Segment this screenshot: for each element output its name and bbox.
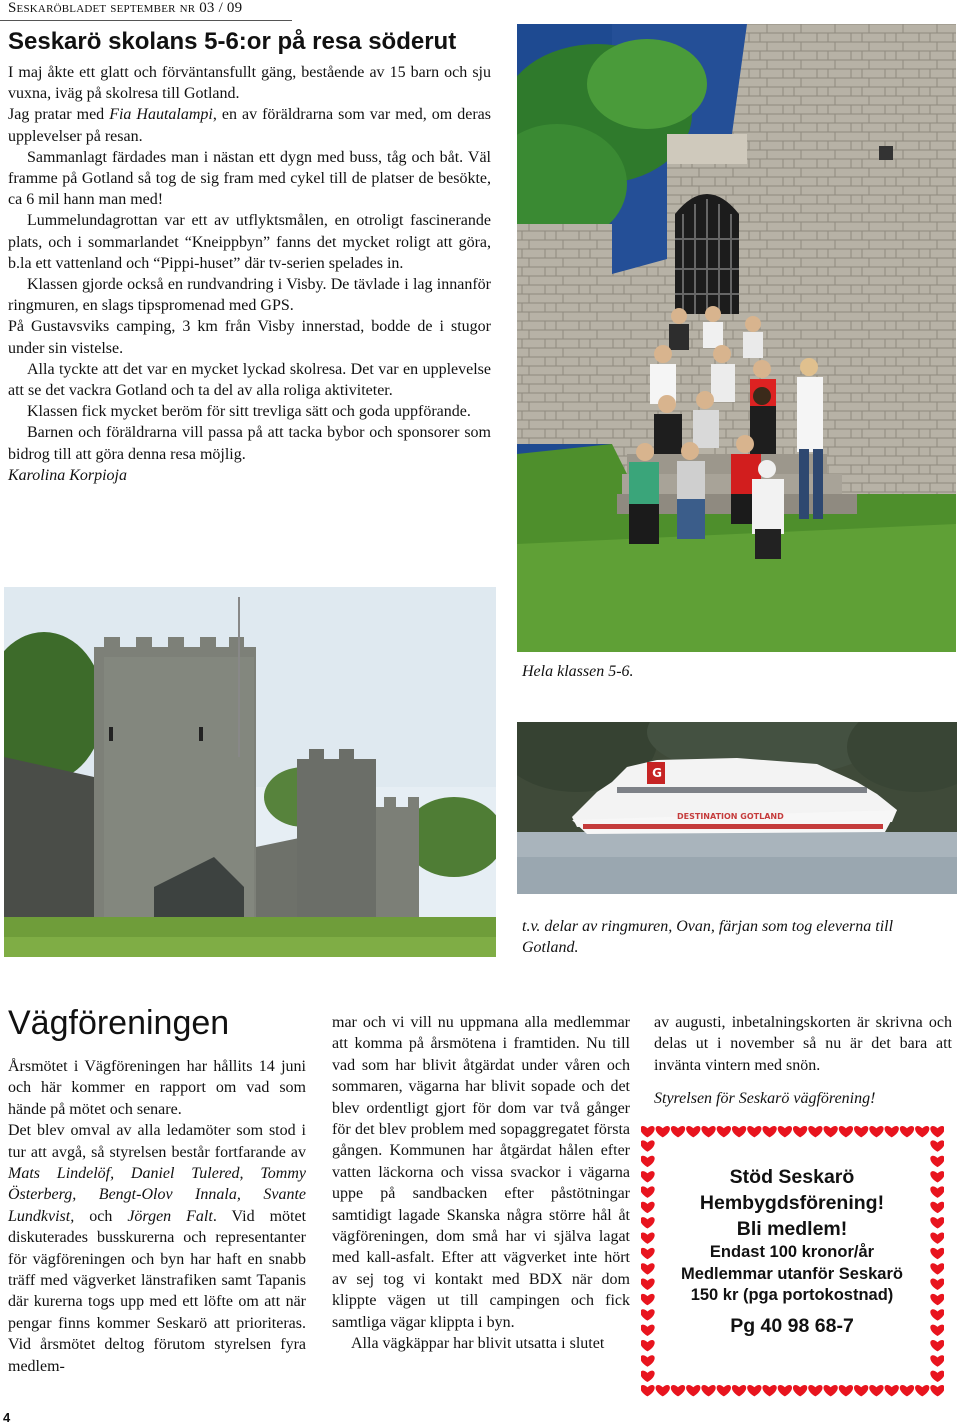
heart-icon [641, 1232, 655, 1243]
article-paragraph: I maj åkte ett glatt och förväntansfullt gäng, bestående av 15 barn och sju vuxna, iväg på skolresa till Gotland. [8, 64, 491, 103]
heart-icon [641, 1385, 655, 1396]
ad-line: Endast 100 kronor/år [709, 1243, 875, 1261]
heart-icon [641, 1309, 655, 1320]
heart-icon [641, 1263, 655, 1274]
wall-ferry-caption: t.v. delar av ringmuren, Ovan, färjan som tog eleverna till Gotland. [522, 918, 894, 956]
heart-icon [641, 1171, 655, 1182]
article-headline: Seskarö skolans 5-6:or på resa söderut [8, 28, 457, 55]
heart-icon [701, 1126, 715, 1137]
heart-icon [641, 1186, 655, 1197]
heart-icon [930, 1248, 944, 1259]
article-paragraph: Klassen gjorde också en rundvandring i Visby. De tävlade i lag innanför ringmuren, en slags tipspromenad med GPS. [8, 276, 491, 315]
ad-line: Stöd Seskarö [729, 1166, 855, 1188]
heart-icon [641, 1355, 655, 1366]
article-paragraph: Klassen fick mycket beröm för sitt trevliga sätt och goda uppförande. [27, 403, 471, 421]
ferry-photo [517, 722, 957, 894]
vag-paragraph: mar och vi vill nu uppmana alla medlemmar att komma på årsmötena i framtiden. Nu till vad som har blivit åtgärdat under våren och sommaren, vägarna har blivit sopade och det blev ordentligt gjort för dom var två gånger för det blev problem med sopaggregatet första gången. Kommunen har åtgärdat hålen efter vatten läckorna och vissa svackor i vägarna uppe på sandbacken efter påstötningar samtidigt lagade Skanska några större hål åt vägföreningen, dom små har vi själva lagat med kall-asfalt. Efter att vägverket inte hört av sej tog vi kontakt med BDX när dom klippte vägen ut till campingen och fick samtliga vägar klippta i byn. [332, 1014, 630, 1331]
article-paragraph: På Gustavsviks camping, 3 km från Visby innerstad, bodde de i stugor under sin vistelse. [8, 318, 491, 357]
heart-icon [930, 1385, 944, 1396]
heart-icon [869, 1385, 883, 1396]
heart-icon [930, 1156, 944, 1167]
heart-icon [778, 1126, 792, 1137]
ad-line: Bli medlem! [736, 1218, 848, 1240]
ad-line: Hembygdsförening! [699, 1192, 885, 1214]
class-photo-caption: Hela klassen 5-6. [522, 663, 634, 680]
heart-icon [854, 1126, 868, 1137]
masthead-rule [0, 20, 292, 21]
heart-icon [930, 1263, 944, 1274]
vag-paragraph: Det blev omval av alla ledamöter som stod i tur att avgå, så styrelsen består fortfarande av Mats Lindelöf, Daniel Tulered, Tommy Österberg, Bengt-Olov Innala, Svante Lundkvist, och Jörgen Falt. Vid mötet diskuterades busskurerna och representanter för vägföreningen och byn har haft en snabb träff med vägverket länstrafiken samt Tapanis där kurerna togs upp med ett löfte om att när pengar finns kommer Seskarö att prioriteras. Vid årsmötet deltog förutom styrelsen fyra medlem- [8, 1122, 307, 1375]
heart-icon [671, 1126, 685, 1137]
heart-icon [930, 1186, 944, 1197]
heart-icon [930, 1232, 944, 1243]
heart-icon [930, 1355, 944, 1366]
heart-icon [641, 1140, 655, 1151]
heart-icon [900, 1126, 914, 1137]
heart-icon [823, 1126, 837, 1137]
vag-column-2 [332, 1012, 630, 1355]
heart-icon [656, 1385, 670, 1396]
vag-column-3 [654, 1012, 952, 1110]
board-members: Mats Lindelöf, Daniel Tulered, Tommy Österberg, Bengt-Olov Innala, Svante Lundkvist, [8, 1165, 306, 1225]
heart-icon [793, 1385, 807, 1396]
heart-icon [717, 1385, 731, 1396]
article-paragraph: Lummelundagrottan var ett av utflyktsmålen, en otroligt fascinerande plats, och i sommarlandet “Kneippbyn” fanns det mycket roligt att göra, b.la ett vattenland och “Pippi-huset” där tv-serien spelades in. [8, 212, 491, 272]
heart-icon [747, 1126, 761, 1137]
heart-icon [885, 1385, 899, 1396]
heart-icon [641, 1371, 655, 1382]
heart-icon [641, 1202, 655, 1213]
ad-text [665, 1164, 919, 1339]
heart-icon [869, 1126, 883, 1137]
heart-icon [930, 1371, 944, 1382]
svg-text:G: G [652, 766, 662, 780]
heart-icon [641, 1217, 655, 1228]
article-paragraph: Jag pratar med Fia Hautalampi, en av föräldrarna som var med, om deras upplevelser på resan. [8, 106, 491, 145]
article-paragraph: Alla tyckte att det var en mycket lyckad skolresa. Det var en upplevelse att se det vackra Gotland och ta del av alla roliga aktiviteter. [8, 360, 491, 400]
heart-icon [885, 1126, 899, 1137]
article-paragraph: Sammanlagt färdades man i nästan ett dygn med buss, tåg och båt. Väl framme på Gotland så tog de sig fram med cykel till de platser de besökte, ca 6 mil hann man med! [8, 148, 491, 209]
heart-icon [686, 1126, 700, 1137]
heart-icon [641, 1126, 655, 1137]
heart-icon [641, 1340, 655, 1351]
heart-icon [930, 1294, 944, 1305]
ring-wall-photo [4, 587, 496, 957]
heart-icon [930, 1279, 944, 1290]
vag-paragraph: av augusti, inbetalningskorten är skrivna och delas ut i november så nu är det bara att invänta vintern med snön. [654, 1014, 952, 1074]
heart-icon [717, 1126, 731, 1137]
ferry-hull-text: DESTINATION GOTLAND [677, 812, 784, 821]
ad-postgiro: Pg 40 98 68-7 [730, 1314, 854, 1337]
heart-icon [930, 1309, 944, 1320]
vag-signature: Styrelsen för Seskarö vägförening! [654, 1090, 876, 1108]
article-body [8, 62, 491, 486]
membership-ad [641, 1124, 944, 1398]
section-title: Vägföreningen [8, 1004, 230, 1042]
heart-icon [915, 1385, 929, 1396]
heart-icon [839, 1126, 853, 1137]
heart-icon [641, 1248, 655, 1259]
heart-icon [839, 1385, 853, 1396]
heart-icon [854, 1385, 868, 1396]
heart-icon [900, 1385, 914, 1396]
class-photo [517, 24, 956, 652]
heart-icon [641, 1279, 655, 1290]
article-paragraph: Barnen och föräldrarna vill passa på att tacka bybor och sponsorer som bidrog till att göra denna resa möjlig. [8, 424, 491, 463]
heart-icon [793, 1126, 807, 1137]
heart-icon [808, 1126, 822, 1137]
heart-icon [930, 1325, 944, 1336]
heart-icon [641, 1325, 655, 1336]
page-number: 4 [3, 1410, 11, 1425]
heart-icon [930, 1140, 944, 1151]
heart-icon [930, 1126, 944, 1137]
heart-icon [656, 1126, 670, 1137]
heart-icon [641, 1294, 655, 1305]
article-author: Karolina Korpioja [8, 466, 127, 484]
ad-line: Medlemmar utanför Seskarö [681, 1264, 903, 1283]
masthead: Seskaröbladet september nr 03 / 09 [8, 0, 243, 16]
heart-icon [930, 1171, 944, 1182]
heart-icon [823, 1385, 837, 1396]
heart-icon [701, 1385, 715, 1396]
heart-icon [732, 1126, 746, 1137]
heart-icon [671, 1385, 685, 1396]
heart-icon [762, 1126, 776, 1137]
vag-paragraph: Årsmötet i Vägföreningen har hållits 14 juni och här kommer en rapport om vad som hände på mötet och senare. [8, 1058, 306, 1118]
heart-icon [747, 1385, 761, 1396]
heart-icon [930, 1202, 944, 1213]
heart-icon [915, 1126, 929, 1137]
heart-icon [930, 1340, 944, 1351]
interviewee-name: Fia Hautalampi [109, 106, 213, 124]
heart-icon [778, 1385, 792, 1396]
heart-icon [762, 1385, 776, 1396]
heart-icon [808, 1385, 822, 1396]
vag-column-1 [8, 1056, 306, 1377]
vag-paragraph: Alla vägkäppar har blivit utsatta i slutet [351, 1335, 605, 1353]
heart-icon [930, 1217, 944, 1228]
heart-icon [686, 1385, 700, 1396]
ad-line: 150 kr (pga portokostnad) [690, 1286, 894, 1304]
heart-icon [641, 1156, 655, 1167]
heart-icon [732, 1385, 746, 1396]
